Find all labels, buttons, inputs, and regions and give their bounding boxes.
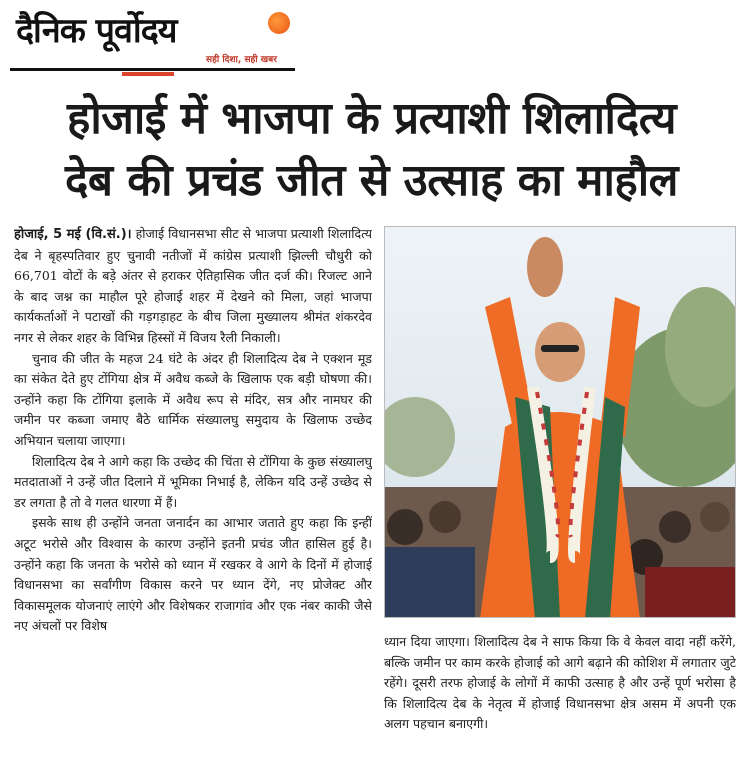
article-paragraph: शिलादित्य देब ने आगे कहा कि उच्छेद की चिंता से टोंगिया के कुछ संख्यालघु मतदाताओं ने उन्हें जीत दिलाने में भूमिका निभाई है, लेकिन यदि उन्हें उच्छेद से डर लगता है तो वे गलत धारणा में हैं। — [14, 453, 372, 510]
article-paragraph: चुनाव की जीत के महज 24 घंटे के अंदर ही शिलादित्य देब ने एक्शन मूड का संकेत देते हुए टोंगिया क्षेत्र में अवैध कब्जे के खिलाफ एक बड़ी घोषणा की। उन्होंने कहा कि टोंगिया इलाके में अवैध रूप से मंदिर, सत्र और नामघर की जमीन पर कब्जा जमाए बैठे धार्मिक संख्यालघु समुदाय के खिलाफ उच्छेद अभियान चलाया जाएगा। — [14, 350, 372, 448]
paragraph-1-text: होजाई विधानसभा सीट से भाजपा प्रत्याशी शिलादित्य देब ने बृहस्पतिवार हुए चुनावी नतीजों में कांग्रेस प्रत्याशी झिल्ली चौधुरी को 66,701 वोटों के बड़े अंतर से हराकर ऐतिहासिक जीत दर्ज की। रिजल्ट आने के बाद जश्न का माहौल पूरे होजाई शहर में देखने को मिला, जहां भाजपा कार्यकर्ताओं ने पटाखों की गड़गड़ाहट के बीच जिला मुख्यालय श्रीमंत शंकरदेव नगर से लेकर शहर के विभिन्न हिस्सों में विजय रैली निकाली। — [14, 226, 372, 345]
article-paragraph: इसके साथ ही उन्होंने जनता जनार्दन का आभार जताते हुए कहा कि इन्हीं अटूट भरोसे और विश्वास के कारण उन्होंने इतनी प्रचंड जीत हासिल हुई है। उन्होंने कहा कि जनता के भरोसे को ध्यान में रखकर वे आगे के दिनों में होजाई विधानसभा का सर्वांगीण विकास करने पर ध्यान देंगे, नए प्रोजेक्ट और विकासमूलक योजनाएं लाएंगे और विशेषकर राजागांव और एक नंबर काकी जैसे नए अंचलों पर विशेष — [14, 515, 372, 634]
dateline: होजाई, 5 मई (वि.सं.)। — [14, 227, 132, 242]
headline-line-2: देब की प्रचंड जीत से उत्साह का माहौल — [65, 155, 678, 206]
article-paragraph — [14, 224, 372, 349]
headline-line-1: होजाई में भाजपा के प्रत्याशी शिलादित्य — [66, 93, 677, 144]
newspaper-logo-text: दैनिक पूर्वोदय — [16, 11, 177, 51]
rally-photo-illustration — [385, 227, 736, 618]
article-paragraph: ध्यान दिया जाएगा। शिलादित्य देब ने साफ किया कि वे केवल वादा नहीं करेंगे, बल्कि जमीन पर काम करके होजाई को आगे बढ़ाने की कोशिश में लगातार जुटे रहेंगे। दूसरी तरफ होजाई के लोगों में काफी उत्साह है और उन्हें पूर्ण भरोसा है कि शिलादित्य देब के नेतृत्व में होजाई विधानसभा क्षेत्र असम में अपनी एक अलग पहचान बनाएगी। — [384, 634, 736, 732]
logo-sun-icon — [268, 12, 290, 34]
masthead-accent-strip — [122, 72, 174, 76]
masthead-rule — [10, 68, 295, 71]
news-photo — [384, 226, 736, 618]
article-body-right — [384, 632, 736, 768]
article-body-left — [14, 224, 372, 770]
article-headline — [14, 88, 729, 212]
masthead — [10, 6, 295, 74]
newspaper-tagline: सही दिशा, सही खबर — [206, 55, 277, 65]
